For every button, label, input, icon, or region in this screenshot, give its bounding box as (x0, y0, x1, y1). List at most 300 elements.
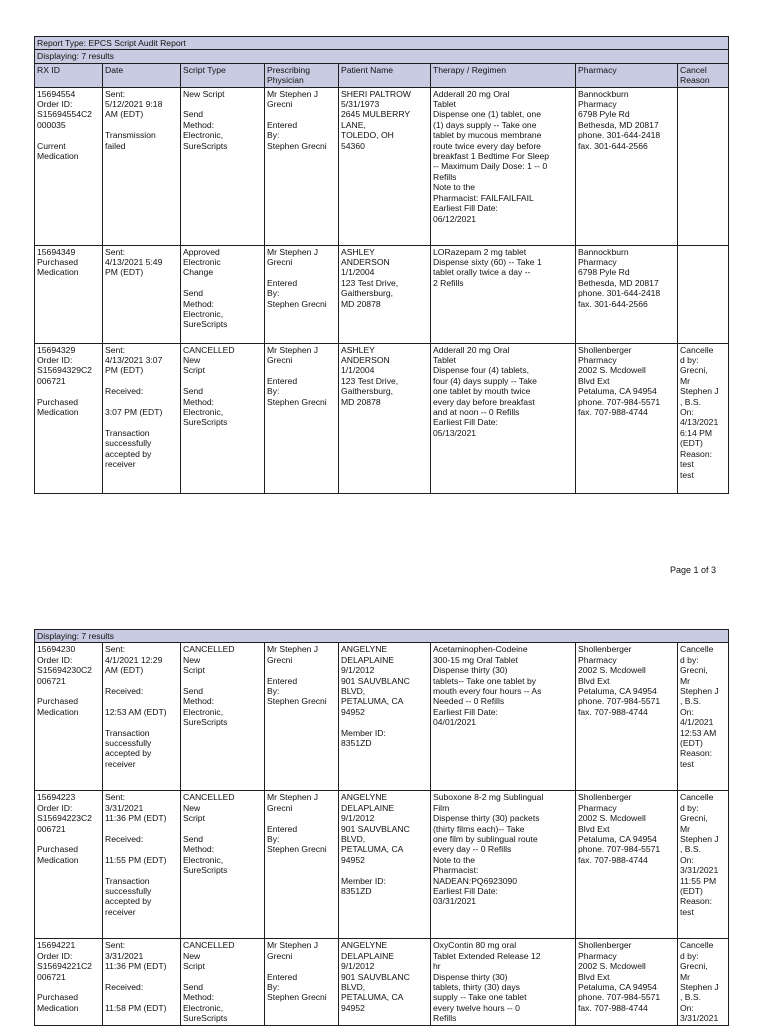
cell-line: Blvd Ext (578, 823, 610, 834)
cell-line: Script (183, 961, 205, 972)
date-cell (103, 343, 181, 493)
cell-line: Bannockburn (578, 246, 629, 257)
cell-line: New (183, 802, 201, 813)
cell-line: Grecni, (680, 961, 708, 972)
cell-line: phone. 707-984-5571 (578, 992, 661, 1003)
cell-line: 901 SAUVBLANC (341, 971, 410, 982)
cell-line: route twice every day before (433, 140, 541, 151)
cell-line (37, 982, 100, 992)
cell-line: Mr Stephen J (267, 246, 319, 257)
cell-line: Mr (680, 675, 691, 686)
cell-line: On: (680, 407, 694, 418)
cell-line: CANCELLED (183, 344, 235, 355)
cell-line: SureScripts (183, 319, 228, 330)
cell-line: one film by sublingual route (433, 834, 538, 845)
cell-line: Order ID: (37, 802, 73, 813)
cell-line: 006721 (37, 675, 66, 686)
cell-line: Grecni, (680, 665, 708, 676)
cell-line: ANGELYNE (341, 644, 388, 655)
cell-line: LORazepam 2 mg tablet (433, 246, 527, 257)
date-cell (103, 791, 181, 939)
cell-line: supply -- Take one tablet (433, 992, 527, 1003)
cell-line: hr (433, 961, 441, 972)
cell-line: Medication (37, 706, 79, 717)
cell-line: 15694230 (37, 644, 76, 655)
cell-line: Mr Stephen J (267, 792, 319, 803)
cell-line: Medication (37, 1002, 79, 1013)
cell-line: PM (EDT) (105, 365, 144, 376)
cell-line: Sent: (105, 644, 126, 655)
cell-line: By: (267, 386, 280, 397)
cell-line: 4/1/2021 (680, 717, 714, 728)
cell-line: Adderall 20 mg Oral (433, 88, 510, 99)
cell-line: Mr Stephen J (267, 644, 319, 655)
cell-line: Pharmacist: FAILFAILFAIL (433, 192, 534, 203)
script-type-cell (181, 87, 265, 245)
cell-line: Earliest Fill Date: (433, 886, 498, 897)
cell-line: S15694554C2 (37, 109, 92, 120)
patient-cell (339, 939, 431, 1025)
cell-line: BLVD, (341, 982, 366, 993)
cell-line: phone. 707-984-5571 (578, 396, 661, 407)
pharmacy-cell (576, 939, 678, 1025)
patient-cell (339, 87, 431, 245)
cell-line: MD 20878 (341, 396, 381, 407)
cell-line: Tablet (433, 99, 456, 110)
cell-line: Stephen Grecni (267, 396, 327, 407)
table-row (35, 939, 729, 1025)
cell-line: DELAPLAINE (341, 950, 395, 961)
cell-line (341, 865, 428, 875)
cell-line: Stephen Grecni (267, 696, 327, 707)
cell-line: Shollenberger (578, 644, 632, 655)
cell-line: Member ID: (341, 875, 386, 886)
cell-line: ANGELYNE (341, 792, 388, 803)
cell-line: 123 Test Drive, (341, 277, 399, 288)
cell-line: Send (183, 982, 204, 993)
cell-line: 6798 Pyle Rd (578, 109, 630, 120)
cell-line (183, 278, 262, 288)
cell-line: fax. 707-988-4744 (578, 407, 648, 418)
date-cell (103, 245, 181, 343)
cancel-reason-cell (678, 643, 729, 791)
date-cell (103, 939, 181, 1025)
cell-line: Purchased (37, 257, 79, 268)
cell-line: Sent: (105, 88, 126, 99)
cell-line: PM (EDT) (105, 267, 144, 278)
cancel-reason-cell (678, 245, 729, 343)
therapy-cell (431, 87, 576, 245)
page-number: Page 1 of 3 (669, 565, 716, 575)
cell-line: SureScripts (183, 140, 228, 151)
cell-line: fax. 707-988-4744 (578, 854, 648, 865)
cell-line: (EDT) (680, 886, 703, 897)
cell-line (105, 972, 178, 982)
cell-line: 2 Refills (433, 277, 464, 288)
cell-line: Bannockburn (578, 88, 629, 99)
patient-cell (339, 343, 431, 493)
cell-line: DELAPLAINE (341, 654, 395, 665)
cell-line: test (680, 459, 694, 470)
cell-line: , B.S. (680, 396, 702, 407)
cell-line (105, 865, 178, 875)
cell-line: 6:14 PM (680, 427, 713, 438)
cell-line: Transaction (105, 727, 150, 738)
rx-id-cell (35, 939, 103, 1025)
col-patient: Patient Name (339, 63, 431, 87)
cell-line: test (680, 906, 694, 917)
cell-line: Cancelle (680, 344, 714, 355)
patient-cell (339, 245, 431, 343)
cell-line: (EDT) (680, 738, 703, 749)
cell-line: Cancelle (680, 940, 714, 951)
cell-line: 11:58 PM (EDT) (105, 1002, 167, 1013)
cell-line: Received: (105, 834, 144, 845)
cell-line: 006721 (37, 375, 66, 386)
cell-line: SHERI PALTROW (341, 88, 411, 99)
cell-line: Method: (183, 119, 215, 130)
cell-line: Grecni (267, 654, 293, 665)
cell-line: Medication (37, 151, 79, 162)
cell-line: 1/1/2004 (341, 267, 375, 278)
cell-line: PETALUMA, CA (341, 696, 404, 707)
cell-line: 901 SAUVBLANC (341, 823, 410, 834)
script-type-cell (181, 939, 265, 1025)
cell-line: SureScripts (183, 1013, 228, 1024)
cell-line: 4/13/2021 5:49 (105, 257, 163, 268)
cell-line: 3/31/2021 (105, 802, 144, 813)
cell-line: SureScripts (183, 717, 228, 728)
cell-line: 8351ZD (341, 886, 372, 897)
table-row (35, 643, 729, 791)
cell-line: Earliest Fill Date: (433, 417, 498, 428)
physician-cell (265, 343, 339, 493)
cell-line: Purchased (37, 396, 79, 407)
cell-line: 5/12/2021 9:18 (105, 99, 163, 110)
rx-id-cell (35, 87, 103, 245)
cell-line (105, 417, 178, 427)
cell-line: 11:55 PM (EDT) (105, 854, 167, 865)
cell-line: tablets, thirty (30) days (433, 982, 520, 993)
cell-line (105, 992, 178, 1002)
cell-line: Pharmacy (578, 950, 617, 961)
cell-line: 006721 (37, 823, 66, 834)
cell-line: 2002 S. Mcdowell (578, 813, 646, 824)
cell-line: 15694221 (37, 940, 76, 951)
displaying-count: Displaying: 7 results (35, 630, 729, 643)
cell-line: 2002 S. Mcdowell (578, 961, 646, 972)
cell-line: Received: (105, 386, 144, 397)
cell-line (183, 376, 262, 386)
cell-line: -- Maximum Daily Dose: 1 -- 0 (433, 161, 548, 172)
cell-line: Transaction (105, 427, 150, 438)
cell-line: Send (183, 834, 204, 845)
cell-line: Purchased (37, 696, 79, 707)
cell-line: Script (183, 365, 205, 376)
cell-line: d by: (680, 802, 699, 813)
cell-line: Earliest Fill Date: (433, 203, 498, 214)
cell-line: Send (183, 109, 204, 120)
cell-line: accepted by (105, 448, 152, 459)
cell-line: Order ID: (37, 99, 73, 110)
cell-line: 15694349 (37, 246, 76, 257)
cell-line: 11:55 PM (680, 875, 717, 886)
cell-line: Pharmacist: (433, 865, 479, 876)
cell-line: PETALUMA, CA (341, 992, 404, 1003)
cell-line: Suboxone 8-2 mg Sublingual (433, 792, 544, 803)
cell-line: Grecni (267, 950, 293, 961)
therapy-cell (431, 343, 576, 493)
cell-line: By: (267, 982, 280, 993)
cell-line: Current (37, 140, 66, 151)
cell-line: successfully (105, 438, 152, 449)
cell-line: Mr (680, 971, 691, 982)
cell-line: breakfast 1 Bedtime For Sleep (433, 151, 550, 162)
cell-line: 6798 Pyle Rd (578, 267, 630, 278)
cell-line (105, 120, 178, 130)
cell-line: Stephen Grecni (267, 140, 327, 151)
patient-cell (339, 643, 431, 791)
cell-line: CANCELLED (183, 792, 235, 803)
cell-line: successfully (105, 886, 152, 897)
cell-line: Tablet Extended Release 12 (433, 950, 541, 961)
cell-line: accepted by (105, 896, 152, 907)
cell-line: Send (183, 386, 204, 397)
cell-line: Stephen Grecni (267, 844, 327, 855)
cell-line: 2645 MULBERRY (341, 109, 411, 120)
col-date: Date (103, 63, 181, 87)
cell-line: Mr Stephen J (267, 940, 319, 951)
cell-line: 5/31/1973 (341, 99, 380, 110)
displaying-count: Displaying: 7 results (35, 50, 729, 63)
cell-line: Stephen J (680, 686, 719, 697)
cell-line: , B.S. (680, 844, 702, 855)
cell-line: Entered (267, 119, 298, 130)
cell-line: By: (267, 834, 280, 845)
cell-line (267, 267, 336, 277)
rx-id-cell (35, 245, 103, 343)
cell-line: every twelve hours -- 0 (433, 1002, 520, 1013)
cell-line: Electronic, (183, 309, 224, 320)
pharmacy-cell (576, 87, 678, 245)
cell-line: 3:07 PM (EDT) (105, 407, 163, 418)
cell-line: 11:36 PM (EDT) (105, 813, 167, 824)
cell-line: phone. 301-644-2418 (578, 288, 661, 299)
cell-line: 94952 (341, 1002, 365, 1013)
cell-line: Shollenberger (578, 940, 632, 951)
cell-line: Reason: (680, 448, 713, 459)
cell-line (267, 961, 336, 971)
cell-line: Adderall 20 mg Oral (433, 344, 510, 355)
cell-line: Stephen J (680, 982, 719, 993)
cell-line: Film (433, 802, 450, 813)
cell-line: 3/31/2021 (105, 950, 144, 961)
cell-line (267, 813, 336, 823)
cell-line: (EDT) (680, 438, 703, 449)
therapy-cell (431, 939, 576, 1025)
cell-line: ASHLEY (341, 246, 375, 257)
cell-line: S15694230C2 (37, 665, 92, 676)
cell-line: Member ID: (341, 727, 386, 738)
cell-line: Grecni (267, 257, 293, 268)
script-type-cell (181, 245, 265, 343)
pharmacy-cell (576, 791, 678, 939)
cell-line (105, 844, 178, 854)
cancel-reason-cell (678, 87, 729, 245)
cell-line: receiver (105, 906, 136, 917)
cell-line: Send (183, 288, 204, 299)
cell-line: Stephen J (680, 386, 719, 397)
cell-line: accepted by (105, 748, 152, 759)
column-header-row (35, 63, 729, 87)
table-row (35, 343, 729, 493)
cell-line: AM (EDT) (105, 665, 144, 676)
cell-line: Refills (433, 1013, 457, 1024)
cell-line (267, 365, 336, 375)
cell-line: Reason: (680, 748, 713, 759)
cell-line: Mr (680, 823, 691, 834)
cell-line: 4/13/2021 3:07 (105, 355, 163, 366)
audit-table-page1 (34, 36, 729, 494)
cell-line: phone. 301-644-2418 (578, 130, 661, 141)
cell-line (105, 376, 178, 386)
cell-line: New (183, 950, 201, 961)
cell-line: Note to the (433, 182, 476, 193)
cell-line: Order ID: (37, 950, 73, 961)
cell-line: phone. 707-984-5571 (578, 696, 661, 707)
cell-line: d by: (680, 654, 699, 665)
cell-line: mouth every four hours -- As (433, 686, 542, 697)
cell-line: TOLEDO, OH (341, 130, 394, 141)
cell-line: Earliest Fill Date: (433, 706, 498, 717)
cell-line: Dispense thirty (30) (433, 971, 508, 982)
cell-line: Entered (267, 971, 298, 982)
cell-line: Electronic, (183, 854, 224, 865)
table-row (35, 87, 729, 245)
cell-line (37, 386, 100, 396)
cell-line: 8351ZD (341, 738, 372, 749)
cell-line (37, 834, 100, 844)
cell-line: Entered (267, 375, 298, 386)
cell-line: New (183, 355, 201, 366)
therapy-cell (431, 643, 576, 791)
cell-line: BLVD, (341, 834, 366, 845)
cell-line: MD 20878 (341, 298, 381, 309)
cell-line: 3/31/2021 (680, 865, 719, 876)
cell-line: ASHLEY (341, 344, 375, 355)
cell-line: (thirty films each)-- Take (433, 823, 525, 834)
cell-line: Blvd Ext (578, 675, 610, 686)
cell-line: Entered (267, 675, 298, 686)
cell-line: CANCELLED (183, 940, 235, 951)
cell-line: , B.S. (680, 696, 702, 707)
script-type-cell (181, 791, 265, 939)
cell-line: New Script (183, 88, 225, 99)
cell-line: receiver (105, 459, 136, 470)
cell-line (183, 99, 262, 109)
physician-cell (265, 791, 339, 939)
script-type-cell (181, 343, 265, 493)
pharmacy-cell (576, 245, 678, 343)
therapy-cell (431, 245, 576, 343)
cell-line: 4/1/2021 12:29 (105, 654, 163, 665)
cell-line: Send (183, 686, 204, 697)
cell-line: 9/1/2012 (341, 813, 375, 824)
cell-line: 03/31/2021 (433, 896, 477, 907)
cell-line: Needed -- 0 Refills (433, 696, 505, 707)
cell-line: Grecni (267, 355, 293, 366)
cell-line: On: (680, 1002, 694, 1013)
therapy-cell (431, 791, 576, 939)
cell-line: Sent: (105, 792, 126, 803)
cell-line: Grecni, (680, 813, 708, 824)
cell-line (183, 676, 262, 686)
cancel-reason-cell (678, 939, 729, 1025)
cell-line: Pharmacy (578, 257, 617, 268)
cell-line (105, 717, 178, 727)
cell-line: fax. 301-644-2566 (578, 298, 648, 309)
cell-line: test (680, 469, 694, 480)
cell-line: 94952 (341, 854, 365, 865)
cell-line: four (4) days supply -- Take (433, 375, 537, 386)
cell-line: PETALUMA, CA (341, 844, 404, 855)
cell-line: Gaithersburg, (341, 288, 394, 299)
cell-line (267, 109, 336, 119)
cell-line: d by: (680, 355, 699, 366)
cell-line: tablet orally twice a day -- (433, 267, 531, 278)
cell-line: phone. 707-984-5571 (578, 844, 661, 855)
cell-line: Received: (105, 982, 144, 993)
patient-cell (339, 791, 431, 939)
cell-line: 12:53 AM (EDT) (105, 706, 167, 717)
cell-line: , B.S. (680, 992, 702, 1003)
col-pharmacy: Pharmacy (576, 63, 678, 87)
cell-line: By: (267, 686, 280, 697)
cell-line: 000035 (37, 119, 66, 130)
cell-line: Purchased (37, 844, 79, 855)
cell-line: 9/1/2012 (341, 961, 375, 972)
cell-line: Mr Stephen J (267, 344, 319, 355)
cell-line: Change (183, 267, 214, 278)
cell-line: Shollenberger (578, 792, 632, 803)
physician-cell (265, 939, 339, 1025)
physician-cell (265, 245, 339, 343)
cell-line: 15694554 (37, 88, 76, 99)
cell-line (183, 972, 262, 982)
cell-line: 05/13/2021 (433, 427, 477, 438)
cell-line: Pharmacy (578, 99, 617, 110)
cell-line: 3/31/2021 (680, 1013, 719, 1024)
cell-line: Mr Stephen J (267, 88, 319, 99)
cell-line: Stephen Grecni (267, 992, 327, 1003)
cell-line: By: (267, 130, 280, 141)
cell-line: Bethesda, MD 20817 (578, 119, 659, 130)
cell-line: Petaluma, CA 94954 (578, 386, 657, 397)
cell-line: 54360 (341, 140, 365, 151)
cell-line: failed (105, 140, 126, 151)
cell-line: 11:36 PM (EDT) (105, 961, 167, 972)
cell-line: SureScripts (183, 865, 228, 876)
cell-line: tablets-- Take one tablet by (433, 675, 537, 686)
cell-line: 2002 S. Mcdowell (578, 365, 646, 376)
physician-cell (265, 643, 339, 791)
cell-line: Petaluma, CA 94954 (578, 982, 657, 993)
cell-line: Entered (267, 823, 298, 834)
cell-line: Order ID: (37, 654, 73, 665)
cell-line: Shollenberger (578, 344, 632, 355)
cell-line: fax. 301-644-2566 (578, 140, 648, 151)
cell-line: fax. 707-988-4744 (578, 706, 648, 717)
